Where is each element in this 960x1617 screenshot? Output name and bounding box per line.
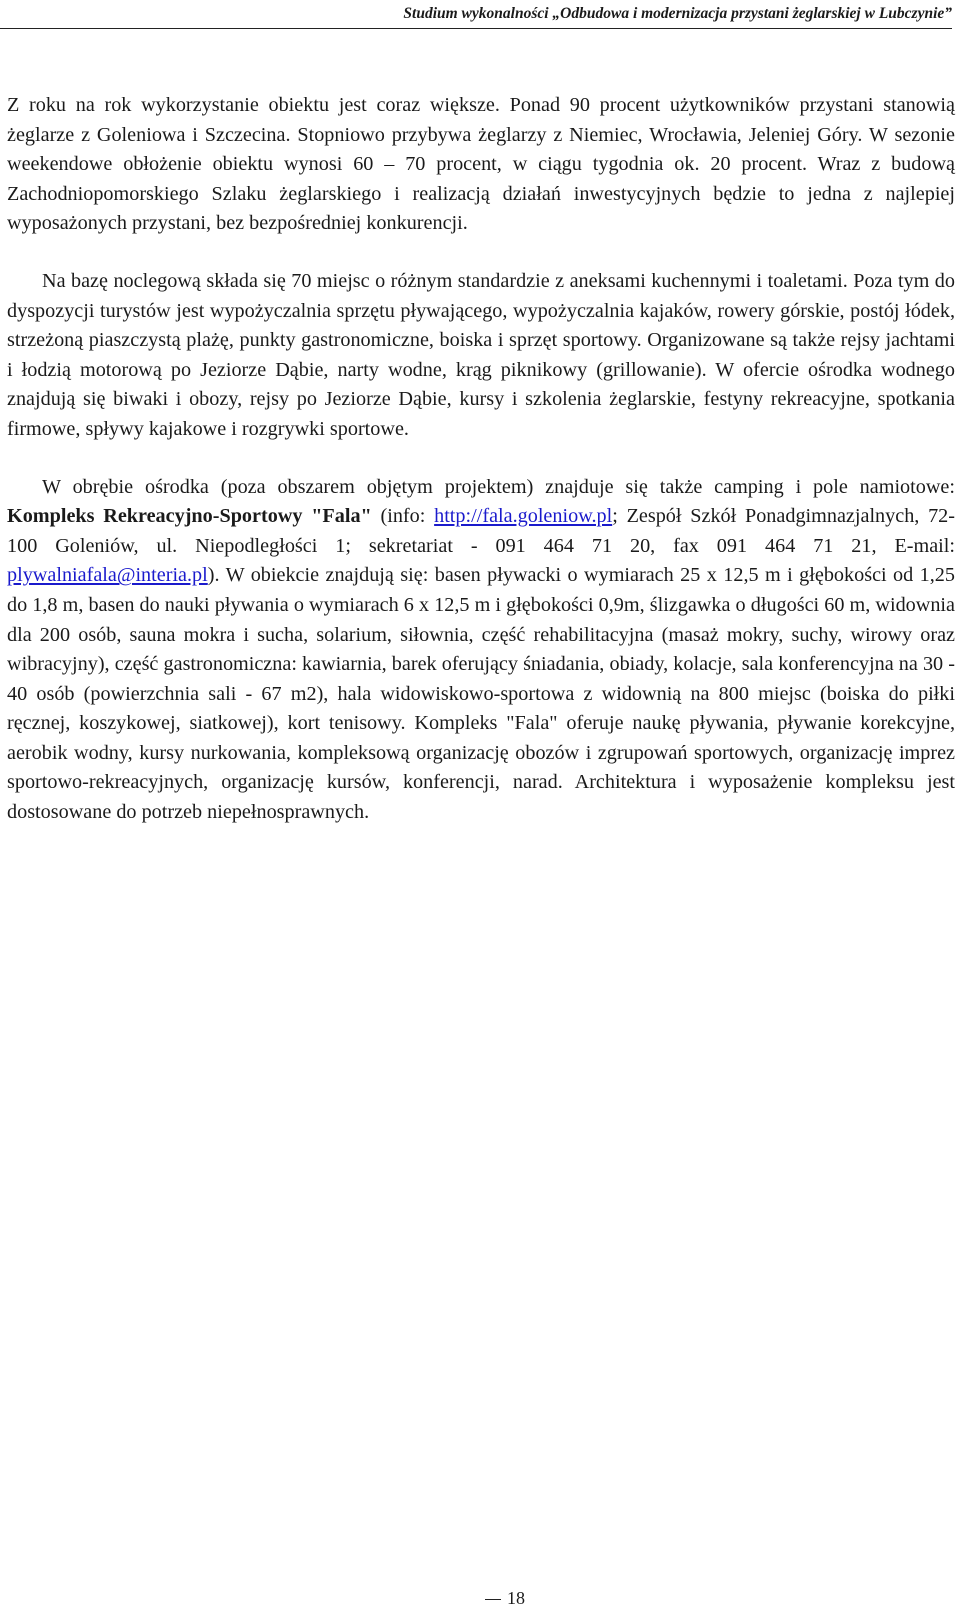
page-number-dash xyxy=(485,1599,501,1600)
complex-name: Kompleks Rekreacyjno-Sportowy "Fala" xyxy=(7,505,372,528)
running-header xyxy=(0,4,952,29)
paragraph-complex-facilities: ). W obiekcie znajdują się: basen pływacki o wymiarach 25 x 12,5 m i głębokości od 1,25 do 1,8 m, basen do nauki pływania o wymiarach 6 x 12,5 m i głębokości 0,9m, ślizgawka o długości 60 m, widownia dla 200 osób, sauna mokra i sucha, solarium, siłownia, część rehabilitacyjna (masaż mokry, suchy, wirowy oraz wibracyjny), część gastronomiczna: kawiarnia, barek oferujący śniadania, obiady, kolacje, sala konferencyjna na 30 - 40 osób (powierzchnia sali - 67 m2), hala widowiskowo-sportowa z widownią na 800 miejsc (boiska do piłki ręcznej, koszykowej, siatkowej), kort tenisowy. Kompleks "Fala" oferuje naukę pływania, pływanie korekcyjne, aerobik wodny, kursy nurkowania, kompleksową organizację obozów i zgrupowań sportowych, organizację imprez sportowo-rekreacyjnych, organizację kursów, konferencji, narad. Architektura i wyposażenie kompleksu jest dostosowane do potrzeb niepełnosprawnych. xyxy=(7,564,955,824)
paragraph-complex-info-open: (info: xyxy=(371,505,435,528)
paragraph-accommodation xyxy=(7,267,955,445)
document-body xyxy=(7,91,955,828)
email-link[interactable]: plywalniafala@interia.pl xyxy=(7,564,208,587)
paragraph-usage: Z roku na rok wykorzystanie obiektu jest coraz większe. Ponad 90 procent użytkowników przystani stanowią żeglarze z Goleniowa i Szczecina. Stopniowo przybywa żeglarzy z Niemiec, Wrocławia, Jeleniej Góry. W sezonie weekendowe obłożenie obiektu wynosi 60 – 70 procent, w ciągu tygodnia ok. 20 procent. Wraz z budową Zachodniopomorskiego Szlaku żeglarskiego i realizacją działań inwestycyjnych będzie to jedna z najlepiej wyposażonych przystani, bez bezpośredniej konkurencji. xyxy=(7,94,955,235)
website-link[interactable]: http://fala.goleniow.pl xyxy=(434,505,613,528)
page-number-wrapper xyxy=(435,1587,525,1609)
paragraph-complex-intro: W obrębie ośrodka (poza obszarem objętym projektem) znajduje się także camping i pole namiotowe: xyxy=(42,475,955,498)
document-title: Studium wykonalności „Odbudowa i modernizacja przystani żeglarskiej w Lubczynie” xyxy=(403,5,952,22)
paragraph-complex-fala xyxy=(7,473,955,828)
paragraph-accommodation-text: Na bazę noclegową składa się 70 miejsc o różnym standardzie z aneksami kuchennymi i toaletami. Poza tym do dyspozycji turystów jest wypożyczalnia sprzętu pływającego, wypożyczalnia kajaków, rowery górskie, postój łódek, strzeżoną piaszczystą plażę, punkty gastronomiczne, boiska i sprzęt sportowy. Organizowane są także rejsy jachtami i łodzią motorową po Jeziorze Dąbie, narty wodne, krąg piknikowy (grillowanie). W ofercie ośrodka wodnego znajdują się biwaki i obozy, rejsy po Jeziorze Dąbie, kursy i szkolenia żeglarskie, festyny rekreacyjne, spotkania firmowe, spływy kajakowe i rozgrywki sportowe. xyxy=(7,269,955,440)
page-footer xyxy=(0,1587,960,1609)
paragraph-complex-contact: ; Zespół Szkół Ponadgimnazjalnych, 72-100 Goleniów, ul. Niepodległości 1; sekretariat - 091 464 71 20, fax 091 464 71 21, E-mail: xyxy=(7,505,955,557)
page-number: 18 xyxy=(507,1588,525,1608)
